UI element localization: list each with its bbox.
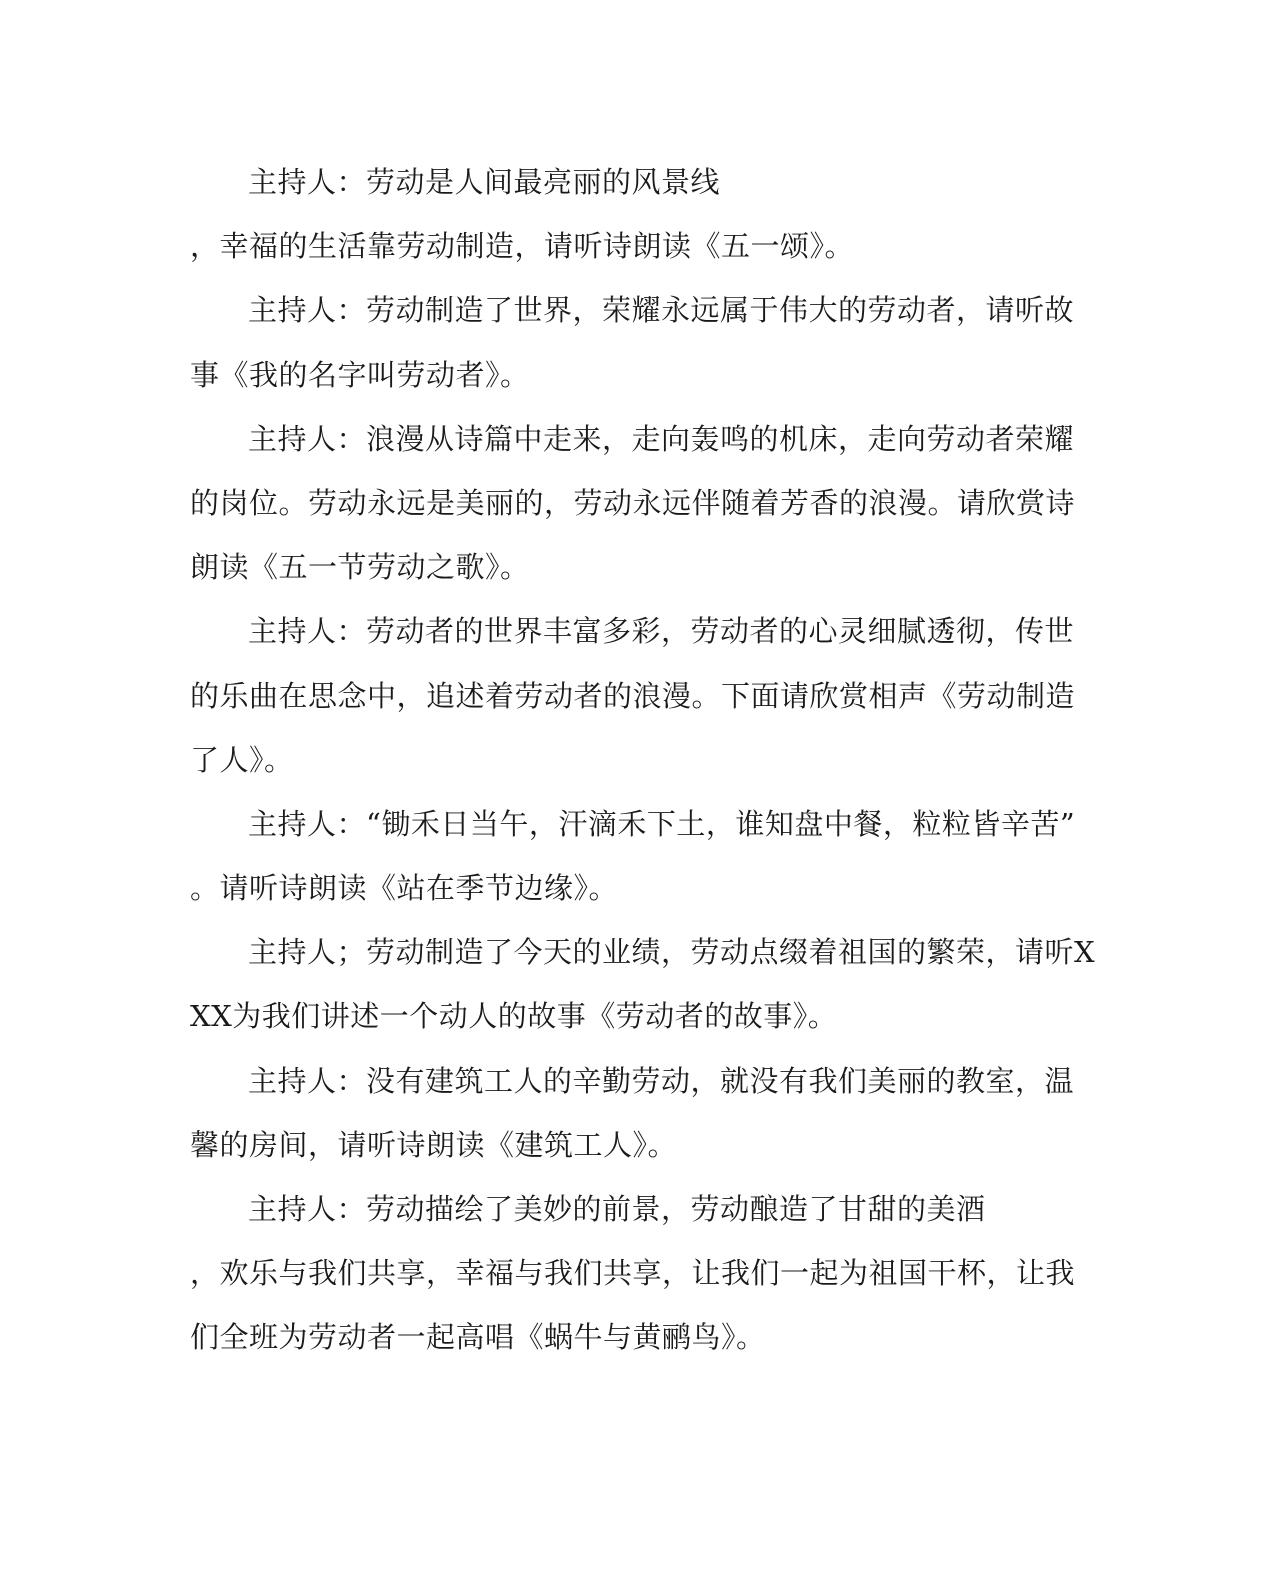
text-line: 主持人：没有建筑工人的辛勤劳动，就没有我们美丽的教室，温: [248, 1063, 1075, 1098]
text-line: 了人》。: [190, 742, 294, 777]
text-line: 主持人：劳动者的世界丰富多彩，劳动者的心灵细腻透彻，传世: [248, 614, 1075, 649]
text-line: 的乐曲在思念中，追述着劳动者的浪漫。下面请欣赏相声《劳动制造: [190, 678, 1076, 713]
text-line: 馨的房间，请听诗朗读《建筑工人》。: [190, 1127, 678, 1162]
text-line: 们全班为劳动者一起高唱《蜗牛与黄鹂鸟》。: [190, 1320, 766, 1355]
body-text: [190, 150, 1096, 1370]
text-line: 事《我的名字叫劳动者》。: [190, 357, 530, 392]
text-line: 朗读《五一节劳动之歌》。: [190, 550, 530, 585]
text-line: ，欢乐与我们共享，幸福与我们共享，让我们一起为祖国干杯，让我: [190, 1256, 1076, 1291]
text-line: XX为我们讲述一个动人的故事《劳动者的故事》。: [190, 999, 838, 1034]
text-line: 主持人：劳动是人间最亮丽的风景线: [248, 165, 721, 199]
text-line: 。请听诗朗读《站在季节边缘》。: [190, 871, 619, 906]
text-line: ，幸福的生活靠劳动制造，请听诗朗读《五一颂》。: [190, 229, 855, 264]
text-line: 主持人：劳动制造了世界，荣耀永远属于伟大的劳动者，请听故: [248, 293, 1075, 328]
text-line: 主持人；劳动制造了今天的业绩，劳动点缀着祖国的繁荣，请听X: [248, 935, 1096, 970]
text-line: 主持人：“锄禾日当午，汗滴禾下土，谁知盘中餐，粒粒皆辛苦”: [248, 806, 1076, 841]
text-line: 的岗位。劳动永远是美丽的，劳动永远伴随着芳香的浪漫。请欣赏诗: [190, 485, 1076, 520]
text-line: 主持人：浪漫从诗篇中走来，走向轰鸣的机床，走向劳动者荣耀: [248, 421, 1075, 456]
text-line: 主持人：劳动描绘了美妙的前景，劳动酿造了甘甜的美酒: [248, 1192, 986, 1226]
